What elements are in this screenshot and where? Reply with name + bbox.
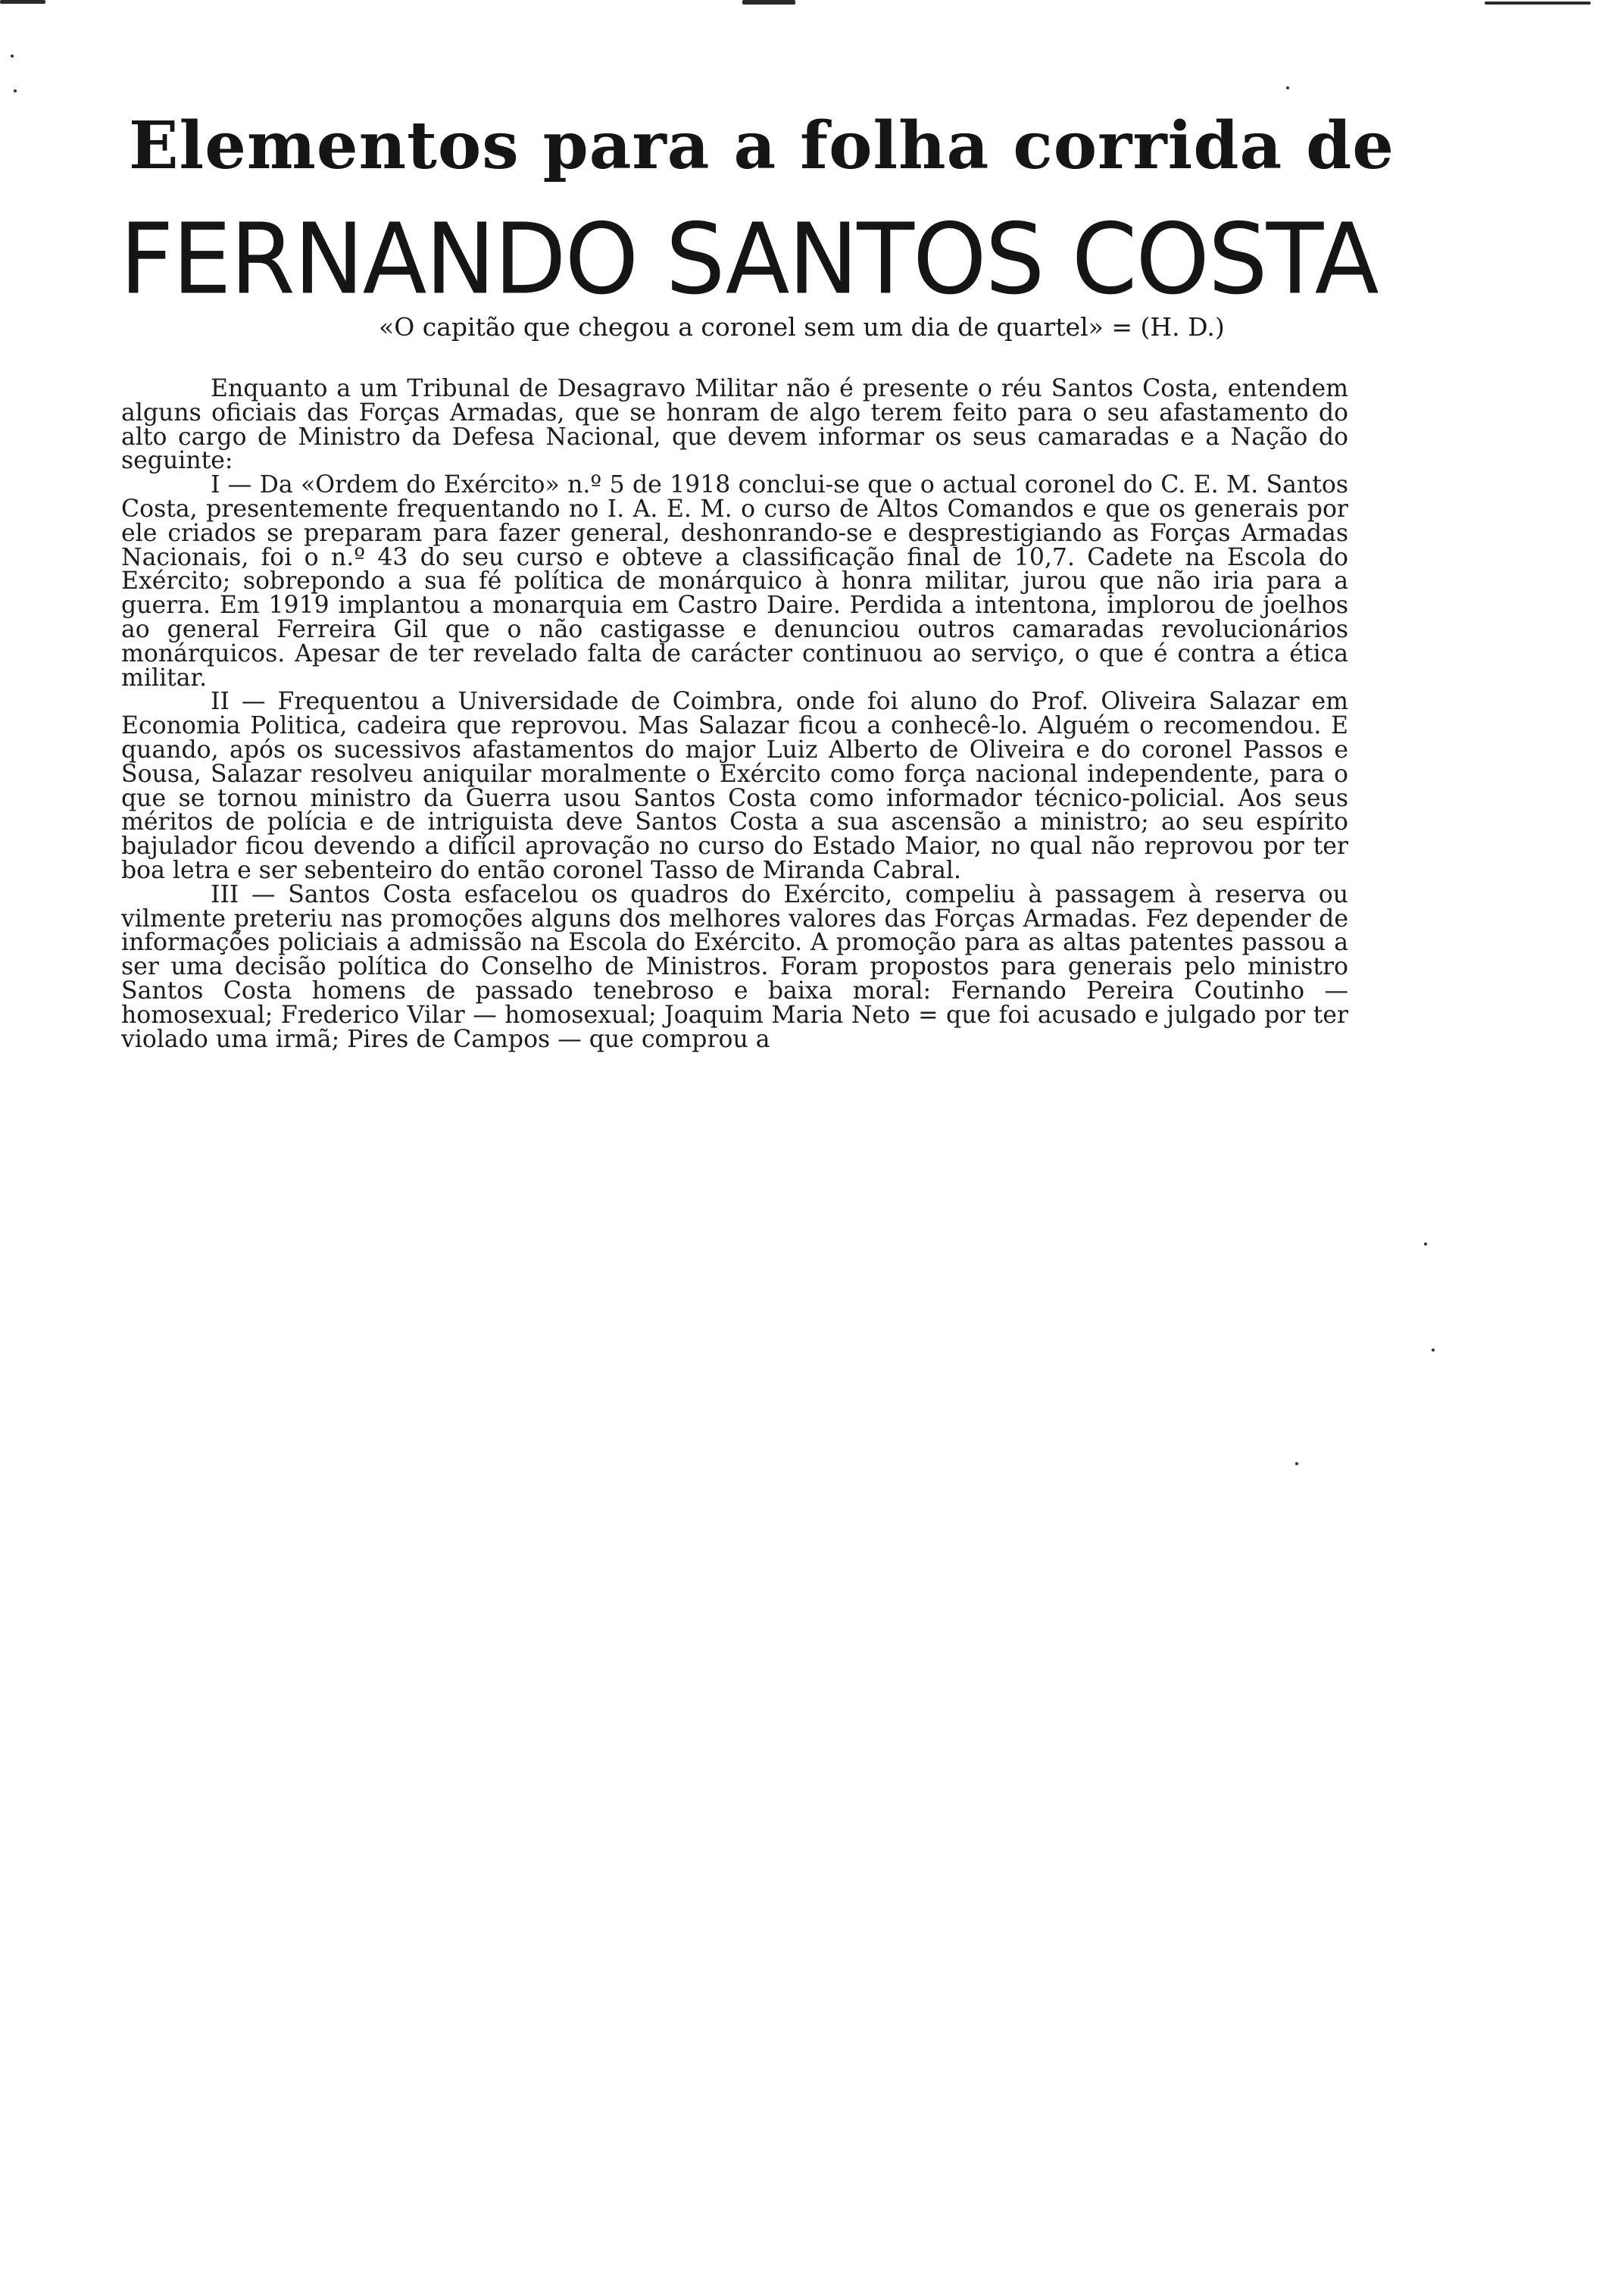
document-title: Elementos para a folha corrida de — [129, 108, 1394, 184]
scan-mark-top-right — [1485, 2, 1591, 5]
scan-speck — [1424, 1242, 1427, 1246]
section-iii-paragraph: III — Santos Costa esfacelou os quadros do Exército, compeliu à passagem à reserva ou vilmente preteriu nas promoções alguns dos melhores valores das Forças Armadas. Fez depender de informações policiais a admissão na Escola do Exército. A promoção para as altas patentes passou a ser uma decisão política do Conselho de Ministros. Foram propostos para generais pelo ministro Santos Costa homens de passado tenebroso e baixa moral: Fernando Pereira Coutinho — homosexual; Frederico Vilar — homosexual; Joaquim Maria Neto = que foi acusado e julgado por ter violado uma irmã; Pires de Campos — que comprou a — [121, 880, 1348, 1053]
section-i-paragraph: I — Da «Ordem do Exército» n.º 5 de 1918 conclui-se que o actual coronel do C. E. M. Santos Costa, presentemente frequentando no I. A. E. M. o curso de Altos Comandos e que os generais por ele criados se preparam para fazer general, deshonrando-se e desprestigiando as Forças Armadas Nacionais, foi o n.º 43 do seu curso e obteve a classificação final de 10,7. Cadete na Escola do Exército; sobrepondo a sua fé política de monárquico à honra militar, jurou que não iria para a guerra. Em 1919 implantou a monarquia em Castro Daire. Perdida a intentona, implorou de joelhos ao general Ferreira Gil que o não castigasse e denunciou outros camaradas revolucionários monárquicos. Apesar de ter revelado falta de carácter continuou ao serviço, o que é contra a ética militar. — [121, 471, 1348, 692]
document-epigraph: «O capitão que chegou a coronel sem um dia de quartel» = (H. D.) — [379, 312, 1225, 342]
document-body — [121, 377, 1348, 1052]
document-subject-name: FERNANDO SANTOS COSTA — [120, 203, 1378, 317]
scan-speck — [1286, 86, 1289, 89]
intro-paragraph: Enquanto a um Tribunal de Desagravo Militar não é presente o réu Santos Costa, entendem alguns oficiais das Forças Armadas, que se honram de algo terem feito para o seu afastamento do alto cargo de Ministro da Defesa Nacional, que devem informar os seus camaradas e a Nação do seguinte: — [121, 375, 1348, 475]
section-ii-paragraph: II — Frequentou a Universidade de Coimbra, onde foi aluno do Prof. Oliveira Salazar em Economia Politica, cadeira que reprovou. Mas Salazar ficou a conhecê-lo. Alguém o recomendou. E quando, após os sucessivos afastamentos do major Luiz Alberto de Oliveira e do coronel Passos e Sousa, Salazar resolveu aniquilar moralmente o Exército como força nacional independente, para o que se tornou ministro da Guerra usou Santos Costa como informador técnico-policial. Aos seus méritos de polícia e de intriguista deve Santos Costa a sua ascensão a ministro; ao seu espírito bajulador ficou devendo a difícil aprovação no curso do Estado Maior, no qual não reprovou por ter boa letra e ser sebenteiro do então coronel Tasso de Miranda Cabral. — [121, 688, 1348, 884]
scan-mark-top-left — [0, 0, 45, 4]
scan-speck — [14, 89, 17, 92]
scan-speck — [1295, 1462, 1298, 1465]
scan-speck — [1432, 1349, 1435, 1352]
scan-mark-top-center — [742, 0, 795, 5]
scan-speck — [11, 55, 14, 58]
